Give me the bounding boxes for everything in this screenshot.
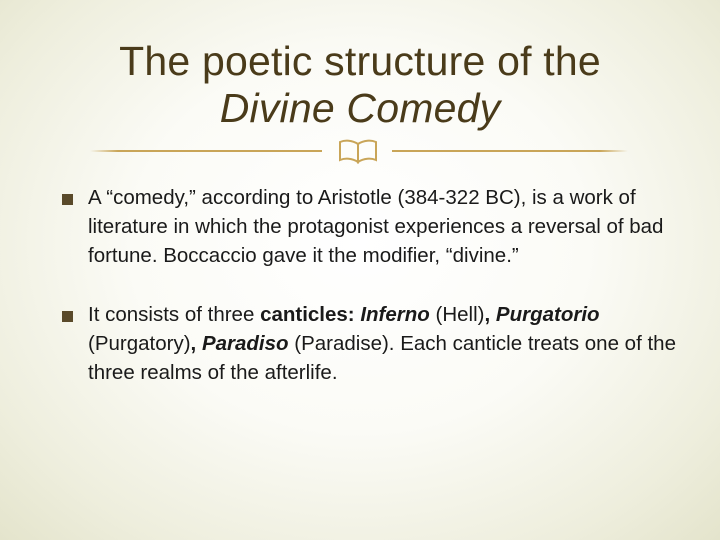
bullet-item-comedy	[62, 183, 682, 270]
bullet-text-part: (Paradise). Each canticle treats one of the three realms of the afterlife.	[88, 332, 676, 384]
bullet-list	[62, 183, 682, 417]
bullet-text-part: ,	[190, 332, 202, 355]
paradiso-term: Paradiso	[201, 332, 289, 355]
bullet-text-part: (Hell)	[429, 303, 485, 326]
inferno-term: Inferno	[360, 303, 430, 326]
bullet-marker	[62, 194, 73, 205]
title-line-1: The poetic structure of the	[119, 38, 601, 84]
bullet-text: A “comedy,” according to Aristotle (384-322 BC), is a work of literature in which the protagonist experiences a reversal of bad fortune. Boccaccio gave it the modifier, “divine.”	[88, 186, 664, 267]
purgatorio-term: Purgatorio	[495, 303, 600, 326]
bullet-text-part: (Purgatory)	[88, 332, 191, 355]
bullet-text-part: ,	[484, 303, 496, 326]
title-divider-left	[90, 150, 322, 152]
title-divider-right	[392, 150, 628, 152]
bullet-marker	[62, 311, 73, 322]
canticles-term: canticles:	[260, 303, 361, 326]
book-icon	[336, 138, 380, 164]
slide-title	[60, 38, 660, 132]
bullet-text-part: It consists of three	[88, 303, 261, 326]
title-line-2: Divine Comedy	[219, 85, 501, 131]
bullet-item-canticles	[62, 300, 682, 387]
